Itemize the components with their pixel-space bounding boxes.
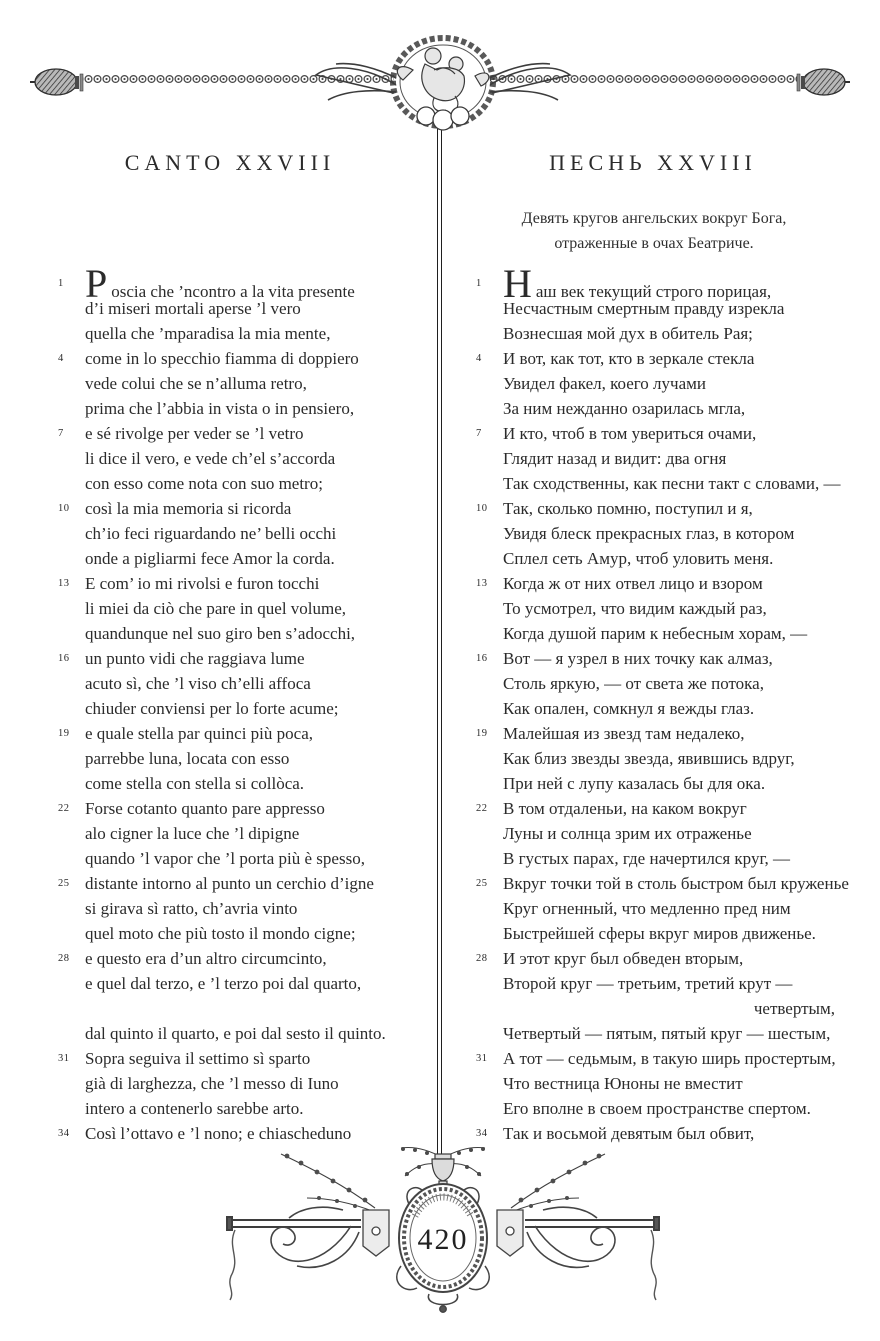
verse-line: [503, 746, 855, 771]
verse-line: [58, 1121, 415, 1146]
canto-title-italian: CANTO XXVIII: [124, 150, 336, 175]
verse-line: [476, 796, 855, 821]
verse-text: quandunque nel suo giro ben s’adocchi,: [85, 624, 356, 643]
verse-text: e quale stella par quinci più poca,: [85, 724, 313, 743]
verse-text: come stella con stella si collòca.: [85, 774, 305, 793]
verse-line: [476, 571, 855, 596]
verse-line: [476, 721, 855, 746]
line-number: 10: [58, 503, 70, 514]
verse-text: acuto sì, che ’l viso ch’elli affoca: [85, 674, 311, 693]
verse-line: [503, 971, 855, 996]
pinecone-finial-right: [797, 69, 850, 95]
verse-line: [58, 346, 415, 371]
verse-line: [85, 1096, 415, 1121]
verse-text: И этот круг был обведен вторым,: [503, 949, 744, 968]
line-number: 16: [476, 653, 488, 664]
verse-text: Так, сколько помню, поступил и я,: [503, 499, 753, 518]
verse-line: [58, 1046, 415, 1071]
line-number: 13: [476, 578, 488, 589]
verse-line: [503, 1021, 855, 1046]
line-number: 34: [476, 1128, 488, 1139]
verse-text: аш век текущий строго порицая,: [535, 282, 772, 301]
verse-text: Четвертый — пятым, пятый круг — шестым,: [503, 1024, 831, 1043]
verse-line: [58, 571, 415, 596]
line-number: 31: [476, 1053, 488, 1064]
verse-text: come in lo specchio fiamma di doppiero: [85, 349, 359, 368]
verse-text: Когда душой парим к небесным хорам, —: [503, 624, 808, 643]
line-number: 4: [58, 353, 64, 364]
verse-text: Вознесшая мой дух в обитель Рая;: [503, 324, 753, 343]
verse-line: [85, 546, 415, 571]
drop-cap: Н: [503, 261, 532, 306]
verse-text: Его вполне в своем пространстве спертом.: [503, 1099, 811, 1118]
verse-line: [85, 1021, 415, 1046]
verse-text: chiuder conviensi per lo forte acume;: [85, 699, 339, 718]
verse-line: [58, 646, 415, 671]
verse-line: [85, 321, 415, 346]
verse-line: [503, 521, 855, 546]
verse-line: [58, 721, 415, 746]
line-number: 28: [58, 953, 70, 964]
verse-line: [58, 871, 415, 896]
verse-text: un punto vidi che raggiava lume: [85, 649, 305, 668]
verse-text: oscia che ’ncontro a la vita presente: [111, 282, 355, 301]
verse-line: [85, 896, 415, 921]
verse-text: четвертым,: [753, 999, 835, 1018]
verse-line: [476, 421, 855, 446]
verse-line: [503, 1071, 855, 1096]
verse-line: [503, 846, 855, 871]
argument-subtitle-line-2: отраженные в очах Беатриче.: [554, 235, 754, 252]
verse-line: [85, 671, 415, 696]
verse-text: E com’ io mi rivolsi e furon tocchi: [85, 574, 320, 593]
argument-subtitle-line-1: Девять кругов ангельских вокруг Бога,: [521, 210, 787, 227]
verse-text: Глядит назад и видит: два огня: [503, 449, 727, 468]
verse-text: e quel dal terzo, e ’l terzo poi dal quarto,: [85, 974, 362, 993]
verse-text: Вот — я узрел в них точку как алмаз,: [503, 649, 773, 668]
putti-medallion-icon: [316, 38, 570, 130]
line-number: 22: [476, 803, 488, 814]
verse-text: distante intorno al punto un cerchio d’igne: [85, 874, 374, 893]
verse-text: Сплел сеть Амур, чтоб уловить меня.: [503, 549, 774, 568]
verse-text: li dice il vero, e vede ch’el s’accorda: [85, 449, 336, 468]
header-ornament-icon: [30, 30, 850, 135]
line-number: 4: [476, 353, 482, 364]
verse-text: Луны и солнца зрим их отраженье: [503, 824, 752, 843]
verse-line: [503, 446, 855, 471]
line-number: 7: [476, 428, 482, 439]
verse-text: Круг огненный, что медленно пред ним: [503, 899, 791, 918]
line-number: 13: [58, 578, 70, 589]
verse-line: [503, 996, 855, 1021]
verse-column-italian: [58, 261, 415, 1146]
verse-text: Forse cotanto quanto pare appresso: [85, 799, 325, 818]
verse-text: alo cigner la luce che ’l dipigne: [85, 824, 300, 843]
verse-text: При ней с лупу казалась бы для ока.: [503, 774, 766, 793]
verse-line: [503, 321, 855, 346]
verse-text: così la mia memoria si ricorda: [85, 499, 292, 518]
verse-line: [85, 971, 415, 996]
verse-text: Как опален, сомкнул я вежды глаз.: [503, 699, 755, 718]
verse-line: [476, 496, 855, 521]
drop-cap: P: [85, 261, 108, 306]
verse-line: [476, 1046, 855, 1071]
verse-text: Что вестница Юноны не вместит: [503, 1074, 743, 1093]
line-number: 7: [58, 428, 64, 439]
verse-line: [503, 921, 855, 946]
pinecone-finial-left: [30, 69, 83, 95]
verse-text: Вкруг точки той в столь быстром был круженье: [503, 874, 849, 893]
verse-text: quando ’l vapor che ’l porta più è spesso,: [85, 849, 365, 868]
verse-line: [503, 471, 855, 496]
footer-ornament-icon: [225, 1146, 661, 1320]
verse-text: quella che ’mparadisa la mia mente,: [85, 324, 331, 343]
canto-title-russian: ПЕСНЬ XXVIII: [549, 150, 757, 175]
verse-line: [503, 896, 855, 921]
verse-text: Увидел факел, коего лучами: [503, 374, 706, 393]
verse-text: vede colui che se n’alluma retro,: [85, 374, 307, 393]
chain-rod-right: [488, 75, 800, 89]
verse-line: [503, 696, 855, 721]
verse-line: [476, 346, 855, 371]
verse-column-russian: [476, 261, 855, 1146]
verse-text: parrebbe luna, locata con esso: [85, 749, 290, 768]
verse-text: Когда ж от них отвел лицо и взором: [503, 574, 763, 593]
verse-line: [503, 1096, 855, 1121]
verse-line: [58, 946, 415, 971]
line-number: 19: [476, 728, 488, 739]
verse-text: Быстрейшей сферы вкруг миров движенье.: [503, 924, 816, 943]
verse-line: [503, 771, 855, 796]
verse-line: [503, 296, 855, 321]
verse-line: [476, 261, 855, 306]
column-divider: [437, 116, 442, 1158]
verse-line: [503, 371, 855, 396]
verse-text: ch’io feci riguardando ne’ belli occhi: [85, 524, 337, 543]
verse-line: [476, 871, 855, 896]
verse-line: [85, 471, 415, 496]
verse-line: [85, 996, 415, 1021]
verse-line: [85, 371, 415, 396]
line-number: 10: [476, 503, 488, 514]
verse-text: Sopra seguiva il settimo sì sparto: [85, 1049, 311, 1068]
verse-line: [85, 446, 415, 471]
verse-line: [85, 1071, 415, 1096]
verse-text: И кто, чтоб в том увериться очами,: [503, 424, 757, 443]
verse-line: [503, 621, 855, 646]
verse-line: [85, 521, 415, 546]
verse-line: [85, 921, 415, 946]
verse-text: Несчастным смертным правду изрекла: [503, 299, 785, 318]
verse-line: [476, 1121, 855, 1146]
verse-text: А тот — седьмым, в такую ширь простертым,: [503, 1049, 836, 1068]
verse-text: d’i miseri mortali aperse ’l vero: [85, 299, 301, 318]
argument-subtitle: [478, 206, 830, 256]
verse-text: si girava sì ratto, ch’avria vinto: [85, 899, 298, 918]
verse-text: Così l’ottavo e ’l nono; e chiascheduno: [85, 1124, 352, 1143]
verse-text: onde a pigliarmi fece Amor la corda.: [85, 549, 335, 568]
verse-line: [85, 771, 415, 796]
verse-line: [85, 296, 415, 321]
verse-text: Увидя блеск прекрасных глаз, в котором: [503, 524, 795, 543]
verse-text: То усмотрел, что видим каждый раз,: [503, 599, 767, 618]
line-number: 19: [58, 728, 70, 739]
verse-line: [503, 546, 855, 571]
line-number: 25: [476, 878, 488, 889]
line-number: 1: [58, 278, 64, 289]
line-number: 1: [476, 278, 482, 289]
page-number: 420: [417, 1223, 469, 1256]
line-number: 31: [58, 1053, 70, 1064]
verse-line: [85, 746, 415, 771]
verse-text: И вот, как тот, кто в зеркале стекла: [503, 349, 755, 368]
verse-text: Столь яркую, — от света же потока,: [503, 674, 764, 693]
verse-text: Малейшая из звезд там недалеко,: [503, 724, 745, 743]
verse-line: [503, 671, 855, 696]
verse-text: e questo era d’un altro circumcinto,: [85, 949, 327, 968]
verse-line: [503, 396, 855, 421]
verse-line: [503, 596, 855, 621]
verse-line: [58, 261, 415, 306]
verse-line: [476, 646, 855, 671]
line-number: 22: [58, 803, 70, 814]
verse-line: [85, 596, 415, 621]
verse-text: Второй круг — третьим, третий крут —: [503, 974, 793, 993]
verse-line: [58, 796, 415, 821]
verse-text: dal quinto il quarto, e poi dal sesto il quinto.: [85, 1024, 386, 1043]
verse-line: [503, 821, 855, 846]
verse-text: prima che l’abbia in vista o in pensiero,: [85, 399, 355, 418]
verse-text: con esso come nota con suo metro;: [85, 474, 323, 493]
verse-text: Так и восьмой девятым был обвит,: [503, 1124, 755, 1143]
verse-text: li miei da ciò che pare in quel volume,: [85, 599, 347, 618]
verse-line: [85, 396, 415, 421]
verse-text: Как близ звезды звезда, явившись вдруг,: [503, 749, 795, 768]
page-number-medallion: [399, 1184, 487, 1292]
line-number: 28: [476, 953, 488, 964]
verse-text: В густых парах, где начертился круг, —: [503, 849, 791, 868]
line-number: 34: [58, 1128, 70, 1139]
verse-line: [85, 846, 415, 871]
verse-text: e sé rivolge per veder se ’l vetro: [85, 424, 304, 443]
verse-line: [85, 821, 415, 846]
line-number: 16: [58, 653, 70, 664]
verse-line: [85, 696, 415, 721]
verse-text: Так сходственны, как песни такт с словами, —: [503, 474, 841, 493]
verse-text: quel moto che più tosto il mondo cigne;: [85, 924, 356, 943]
verse-line: [85, 621, 415, 646]
line-number: 25: [58, 878, 70, 889]
verse-text: В том отдаленьи, на каком вокруг: [503, 799, 747, 818]
verse-line: [58, 496, 415, 521]
verse-text: За ним нежданно озарилась мгла,: [503, 399, 746, 418]
verse-line: [476, 946, 855, 971]
verse-text: già di larghezza, che ’l messo di Iuno: [85, 1074, 339, 1093]
verse-text: intero a contenerlo sarebbe arto.: [85, 1099, 304, 1118]
verse-line: [58, 421, 415, 446]
